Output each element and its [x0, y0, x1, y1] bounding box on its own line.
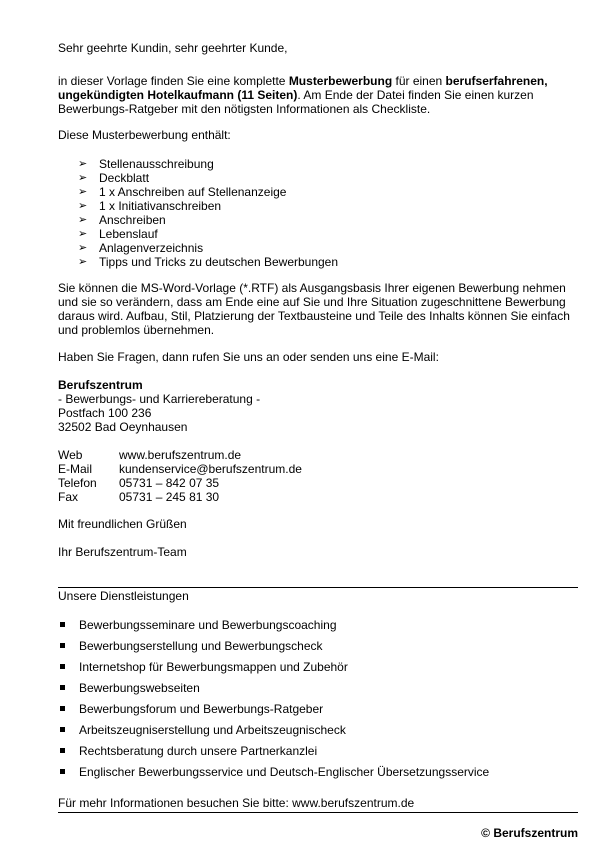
intro-bold-musterbewerbung: Musterbewerbung [288, 74, 393, 88]
list-item-label: Arbeitszeugniserstellung und Arbeitszeugnischeck [79, 723, 346, 737]
arrow-bullet-icon: ➢ [78, 256, 88, 268]
list-item-label: Anlagenverzeichnis [99, 241, 204, 255]
intro-part3: . Am Ende der Datei finden Sie einen kurzen Bewerbungs-Ratgeber mit den nötigsten Informationen als Checkliste. [58, 88, 534, 116]
usage-paragraph: Sie können die MS-Word-Vorlage (*.RTF) als Ausgangsbasis Ihrer eigenen Bewerbung nehmen und sie so verändern, dass am Ende eine auf Sie und Ihre Situation zugeschnittene Bewerbung daraus wird. Aufbau, Stil, Platzierung der Textbausteine und Teile des Inhalts können Sie einfach und problemlos übernehmen. [58, 281, 570, 337]
list-item [58, 702, 489, 723]
square-bullet-icon [60, 685, 65, 690]
list-item [58, 681, 489, 702]
company-po-box: Postfach 100 236 [58, 406, 152, 420]
list-item [58, 639, 489, 660]
list-item-label: Lebenslauf [99, 227, 158, 241]
square-bullet-icon [60, 748, 65, 753]
square-bullet-icon [60, 643, 65, 648]
arrow-bullet-icon: ➢ [78, 228, 88, 240]
list-item-label: Bewerbungserstellung und Bewerbungscheck [79, 639, 323, 653]
arrow-bullet-icon: ➢ [78, 186, 88, 198]
list-item-label: Rechtsberatung durch unsere Partnerkanzlei [79, 744, 318, 758]
list-item-label: Bewerbungsseminare und Bewerbungscoaching [79, 618, 337, 632]
intro-paragraph [58, 74, 578, 116]
more-info: Für mehr Informationen besuchen Sie bitte: www.berufszentrum.de [58, 796, 415, 810]
list-item [58, 618, 489, 639]
list-item [78, 241, 338, 255]
arrow-bullet-icon: ➢ [78, 172, 88, 184]
square-bullet-icon [60, 769, 65, 774]
arrow-bullet-icon: ➢ [78, 200, 88, 212]
list-item [78, 227, 338, 241]
fax-value: 05731 – 245 81 30 [119, 490, 220, 504]
company-tagline: - Bewerbungs- und Karriereberatung - [58, 392, 261, 406]
contact-label: Telefon [58, 476, 97, 490]
list-item-label: Bewerbungswebseiten [79, 681, 200, 695]
list-item-label: Stellenausschreibung [99, 157, 214, 171]
intro-bold-profile: berufserfahrenen, ungekündigten Hotelkaufmann (11 Seiten) [58, 74, 548, 102]
list-item [78, 199, 338, 213]
signature: Ihr Berufszentrum-Team [58, 545, 187, 559]
arrow-bullet-icon: ➢ [78, 242, 88, 254]
list-item [78, 185, 338, 199]
list-item-label: Tipps und Tricks zu deutschen Bewerbungen [99, 255, 339, 269]
closing: Mit freundlichen Grüßen [58, 517, 187, 531]
square-bullet-icon [60, 664, 65, 669]
list-item [78, 255, 338, 269]
list-item-label: Deckblatt [99, 171, 150, 185]
list-item [78, 213, 338, 227]
list-item [58, 744, 489, 765]
square-bullet-icon [60, 706, 65, 711]
company-name: Berufszentrum [58, 378, 143, 392]
list-item-label: Internetshop für Bewerbungsmappen und Zubehör [79, 660, 348, 674]
divider [58, 812, 578, 813]
phone-value: 05731 – 842 07 35 [119, 476, 220, 490]
list-item [58, 660, 489, 681]
greeting: Sehr geehrte Kundin, sehr geehrter Kunde, [58, 41, 288, 55]
list-item-label: Anschreiben [99, 213, 166, 227]
list-item-label: 1 x Anschreiben auf Stellenanzeige [99, 185, 287, 199]
intro-part2: für einen [392, 74, 446, 88]
intro-part1: in dieser Vorlage finden Sie eine komplette [58, 74, 289, 88]
list-item-label: 1 x Initiativanschreiben [99, 199, 222, 213]
company-city: 32502 Bad Oeynhausen [58, 420, 188, 434]
web-link[interactable]: www.berufszentrum.de [119, 448, 242, 462]
arrow-bullet-icon: ➢ [78, 158, 88, 170]
divider [58, 587, 578, 588]
contents-heading: Diese Musterbewerbung enthält: [58, 128, 231, 142]
contact-label: Fax [58, 490, 79, 504]
questions-paragraph: Haben Sie Fragen, dann rufen Sie uns an oder senden uns eine E-Mail: [58, 350, 439, 364]
list-item [58, 765, 489, 786]
arrow-bullet-icon: ➢ [78, 214, 88, 226]
services-list [58, 618, 489, 786]
square-bullet-icon [60, 727, 65, 732]
list-item [58, 723, 489, 744]
contact-label: E-Mail [58, 462, 93, 476]
list-item [78, 171, 338, 185]
email-link[interactable]: kundenservice@berufszentrum.de [119, 462, 302, 476]
copyright: © Berufszentrum [481, 826, 578, 840]
list-item [78, 157, 338, 171]
list-item-label: Englischer Bewerbungsservice und Deutsch-Englischer Übersetzungsservice [79, 765, 490, 779]
square-bullet-icon [60, 622, 65, 627]
contact-label: Web [58, 448, 83, 462]
list-item-label: Bewerbungsforum und Bewerbungs-Ratgeber [79, 702, 324, 716]
services-heading: Unsere Dienstleistungen [58, 589, 189, 603]
contents-list [78, 157, 338, 269]
